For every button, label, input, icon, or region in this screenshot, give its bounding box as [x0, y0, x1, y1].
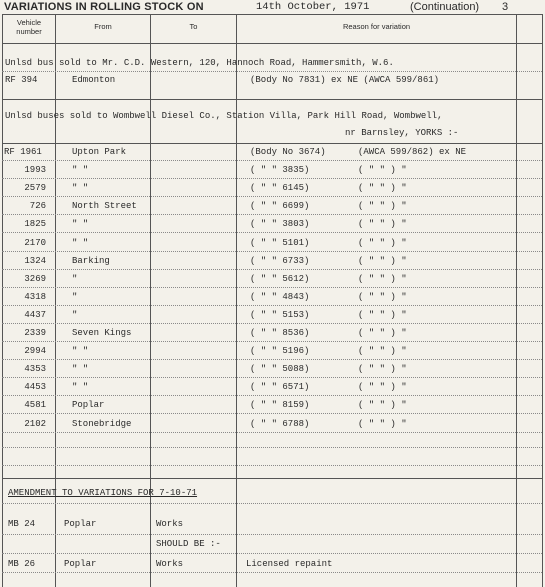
body-number: ( " " 3835)	[250, 165, 310, 176]
vehicle-number: 2339	[24, 328, 46, 338]
row-line	[2, 305, 542, 306]
awca-reference: (AWCA 599/862) ex NE	[358, 147, 467, 157]
row-line	[2, 447, 542, 448]
vehicle-number: 2579	[24, 183, 46, 194]
header-bottom-border	[2, 43, 542, 44]
row-line	[2, 359, 542, 360]
from-depot: Stonebridge	[72, 418, 132, 429]
row-line	[2, 232, 542, 233]
row-line	[2, 178, 542, 179]
variation-reason: Licensed repaint	[246, 559, 333, 569]
row-line	[2, 287, 542, 288]
body-number: ( " " 8536)	[250, 328, 310, 338]
from-depot: " "	[72, 382, 89, 393]
row-line	[2, 71, 542, 72]
body-number: ( " " 5612)	[250, 273, 310, 284]
body-number: ( " " 8159)	[250, 400, 310, 411]
from-depot: " "	[72, 165, 89, 176]
awca-reference: ( " " ) "	[358, 309, 407, 320]
body-number: ( " " 6571)	[250, 382, 310, 393]
page-number: 3	[502, 1, 509, 13]
row-line	[2, 534, 542, 535]
awca-reference: ( " " ) "	[358, 165, 407, 176]
from-depot: "	[72, 291, 78, 302]
awca-reference: ( " " ) "	[358, 364, 407, 375]
from-column-header: From	[94, 22, 112, 31]
vehicle-number: RF 1961	[4, 147, 42, 157]
row-line	[2, 251, 542, 252]
row-line	[2, 160, 542, 161]
body-number: ( " " 5153)	[250, 309, 310, 320]
body-number: ( " " 3803)	[250, 219, 310, 230]
row-line	[2, 214, 542, 215]
row-line	[2, 323, 542, 324]
vehicle-number: 726	[29, 201, 46, 212]
awca-reference: ( " " ) "	[358, 201, 407, 212]
awca-reference: ( " " ) "	[358, 219, 407, 230]
from-depot: Barking	[72, 255, 110, 266]
body-number: ( " " 6733)	[250, 255, 310, 266]
row-line	[2, 572, 542, 573]
awca-reference: ( " " ) "	[358, 328, 407, 338]
vehicle-number: 4453	[24, 382, 46, 393]
vehicle-column-header: Vehicle number	[16, 18, 42, 36]
row-line	[2, 465, 542, 466]
awca-reference: ( " " ) "	[358, 382, 407, 393]
from-depot: Upton Park	[72, 147, 127, 157]
awca-reference: ( " " ) "	[358, 346, 407, 357]
section-divider	[2, 143, 542, 144]
from-depot: Poplar	[64, 559, 97, 569]
section-divider	[2, 99, 542, 100]
vehicle-number: 4437	[24, 309, 46, 320]
awca-reference: ( " " ) "	[358, 400, 407, 411]
section-divider	[2, 478, 542, 479]
from-depot: "	[72, 309, 78, 320]
vehicle-number: 4353	[24, 364, 46, 375]
document-title: VARIATIONS IN ROLLING STOCK ON	[4, 1, 204, 13]
row-line	[2, 196, 542, 197]
from-depot: " "	[72, 364, 89, 375]
row-line	[2, 432, 542, 433]
awca-reference: ( " " ) "	[358, 273, 407, 284]
row-line	[2, 377, 542, 378]
continuation-label: (Continuation)	[410, 1, 480, 13]
vehicle-number: 4581	[24, 400, 46, 411]
from-depot: Poplar	[72, 400, 105, 411]
wombwell-sale-note-line2: nr Barnsley, YORKS :-	[345, 128, 459, 138]
body-number: ( " " 5196)	[250, 346, 310, 357]
document-date: 14th October, 1971	[256, 1, 370, 13]
awca-reference: ( " " ) "	[358, 418, 407, 429]
vehicle-number: 1324	[24, 255, 46, 266]
body-number: ( " " 6788)	[250, 418, 310, 429]
western-sale-note: Unlsd bus sold to Mr. C.D. Western, 120, Hannoch Road, Hammersmith, W.6.	[5, 58, 394, 68]
table-top-border	[2, 14, 542, 15]
to-destination: Works	[156, 519, 184, 529]
row-line	[2, 553, 542, 554]
vehicle-number: RF 394	[5, 75, 38, 85]
vehicle-number: 1825	[24, 219, 46, 230]
from-depot: " "	[72, 346, 89, 357]
row-line	[2, 503, 542, 504]
should-be-label: SHOULD BE :-	[156, 539, 221, 549]
from-depot: Seven Kings	[72, 328, 132, 338]
row-line	[2, 395, 542, 396]
vehicle-number: 2102	[24, 418, 46, 429]
body-number: ( " " 6699)	[250, 201, 310, 212]
amendment-heading: AMENDMENT TO VARIATIONS FOR 7-10-71	[8, 488, 198, 498]
vehicle-number: MB 26	[8, 559, 36, 569]
awca-reference: ( " " ) "	[358, 255, 407, 266]
from-depot: " "	[72, 219, 89, 230]
wombwell-sale-note-line1: Unlsd buses sold to Wombwell Diesel Co., Station Villa, Park Hill Road, Wombwell,	[5, 111, 443, 121]
body-number: ( " " 5101)	[250, 237, 310, 248]
from-depot: Poplar	[64, 519, 97, 529]
body-number: ( " " 4843)	[250, 291, 310, 302]
vehicle-number: 1993	[24, 165, 46, 176]
awca-reference: ( " " ) "	[358, 237, 407, 248]
variation-reason: (Body No 7831) ex NE (AWCA 599/861)	[250, 75, 440, 85]
vehicle-number: 4318	[24, 291, 46, 302]
awca-reference: ( " " ) "	[358, 183, 407, 194]
awca-reference: ( " " ) "	[358, 291, 407, 302]
row-line	[2, 341, 542, 342]
row-line	[2, 269, 542, 270]
vehicle-number: MB 24	[8, 519, 36, 529]
vehicle-number: 2170	[24, 237, 46, 248]
from-depot: North Street	[72, 201, 137, 212]
from-depot: " "	[72, 237, 89, 248]
body-number: ( " " 6145)	[250, 183, 310, 194]
row-line	[2, 413, 542, 414]
to-column-header: To	[189, 22, 198, 31]
from-depot: Edmonton	[72, 75, 116, 85]
reason-column-header: Reason for variation	[342, 22, 411, 31]
vehicle-number: 3269	[24, 273, 46, 284]
vehicle-number: 2994	[24, 346, 46, 357]
body-number: ( " " 5088)	[250, 364, 310, 375]
from-depot: "	[72, 273, 78, 284]
body-number: (Body No 3674)	[250, 147, 326, 157]
table-right-border	[542, 14, 543, 587]
from-depot: " "	[72, 183, 89, 194]
to-destination: Works	[156, 559, 184, 569]
